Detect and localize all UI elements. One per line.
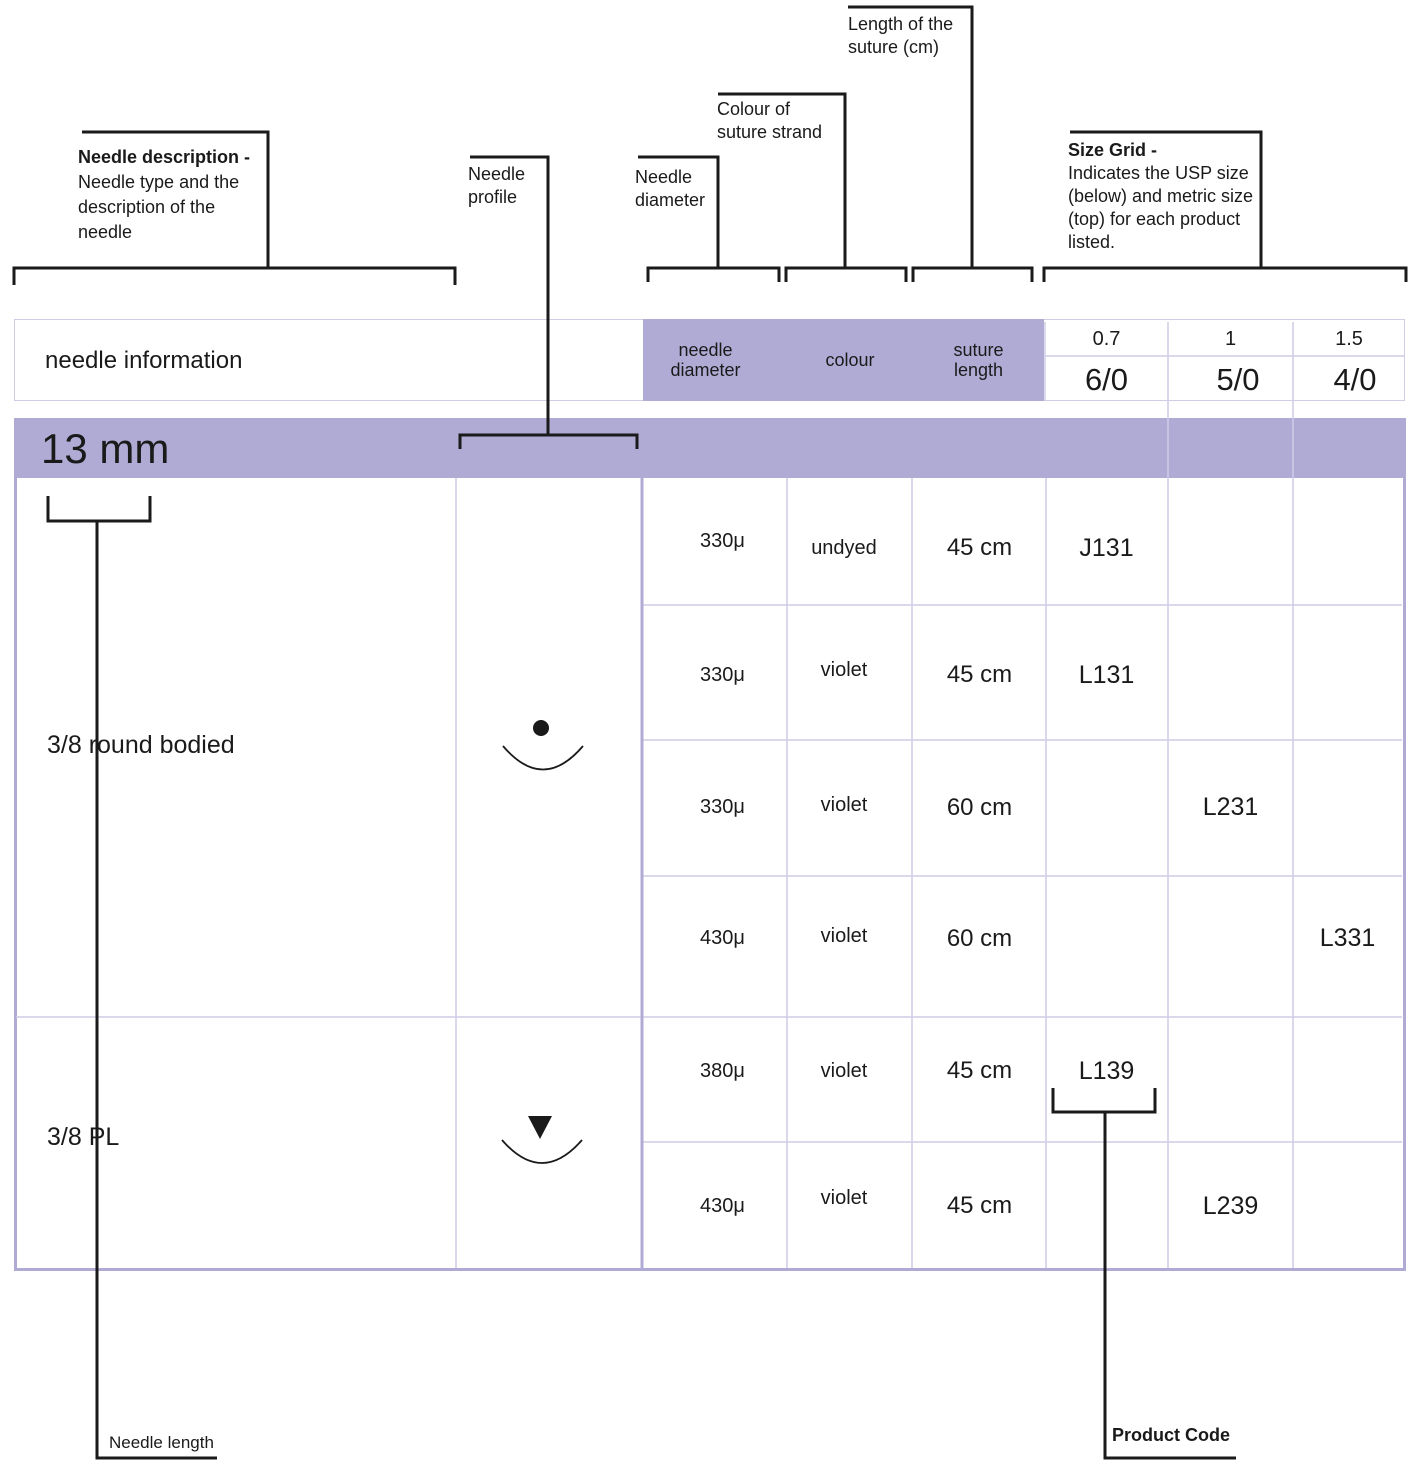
row-6-colour: violet xyxy=(820,1186,868,1209)
usp-size-2: 4/0 xyxy=(1333,362,1377,397)
header-suture-length: suture length xyxy=(953,340,1004,380)
colour-callout: Colour of suture strand xyxy=(717,99,823,142)
leader-lines xyxy=(14,7,1406,1458)
row-3-diameter: 330μ xyxy=(700,796,745,818)
row-5-code-0: L139 xyxy=(1078,1056,1135,1085)
row-6-diameter: 430μ xyxy=(700,1194,745,1217)
row-4-length: 60 cm xyxy=(946,924,1013,952)
group-1-description: 3/8 round bodied xyxy=(47,731,235,759)
usp-size-1: 5/0 xyxy=(1216,362,1260,397)
table-grid xyxy=(16,322,1405,1268)
row-4-code-2: L331 xyxy=(1319,924,1376,952)
header-colour: colour xyxy=(825,350,875,370)
row-4-diameter: 430μ xyxy=(700,927,745,949)
product-code-callout: Product Code xyxy=(1112,1425,1231,1445)
row-1-diameter: 330μ xyxy=(700,530,745,552)
needle-profile-callout: Needle profile xyxy=(468,164,526,207)
usp-size-0: 6/0 xyxy=(1084,362,1129,397)
suture-length-callout: Length of the suture (cm) xyxy=(848,14,954,57)
row-5-diameter: 380μ xyxy=(700,1059,745,1082)
row-2-diameter: 330μ xyxy=(700,663,745,686)
needle-information-label: needle information xyxy=(45,347,243,374)
row-4-colour: violet xyxy=(820,924,868,947)
row-3-length: 60 cm xyxy=(946,793,1013,821)
round-bodied-needle-profile-icon xyxy=(503,720,583,770)
row-2-length: 45 cm xyxy=(946,661,1013,688)
row-3-colour: violet xyxy=(820,793,868,816)
row-1-colour: undyed xyxy=(811,536,877,559)
row-5-colour: violet xyxy=(820,1059,868,1082)
row-2-colour: violet xyxy=(820,658,868,681)
needle-length-callout: Needle length xyxy=(109,1433,214,1452)
needle-description-callout: Needle description - Needle type and the description of the needle xyxy=(78,147,251,242)
row-2-code-0: L131 xyxy=(1078,660,1135,689)
row-1-code-0: J131 xyxy=(1079,533,1134,562)
row-6-length: 45 cm xyxy=(946,1192,1013,1219)
size-grid-callout: Size Grid - Indicates the USP size (below) and metric size (top) for each product listed. xyxy=(1068,140,1254,252)
row-6-code-1: L239 xyxy=(1202,1191,1259,1220)
metric-size-1: 1 xyxy=(1224,327,1237,350)
pl-needle-profile-icon xyxy=(502,1116,582,1163)
row-3-code-1: L231 xyxy=(1202,793,1259,821)
needle-diameter-callout: Needle diameter xyxy=(635,167,706,210)
needle-length-value: 13 mm xyxy=(41,425,170,472)
group-2-description: 3/8 PL xyxy=(47,1123,120,1151)
row-5-length: 45 cm xyxy=(946,1057,1013,1084)
header-needle-diameter: needle diameter xyxy=(670,340,741,380)
row-1-length: 45 cm xyxy=(946,534,1013,561)
metric-size-0: 0.7 xyxy=(1092,327,1121,350)
metric-size-2: 1.5 xyxy=(1335,327,1363,350)
